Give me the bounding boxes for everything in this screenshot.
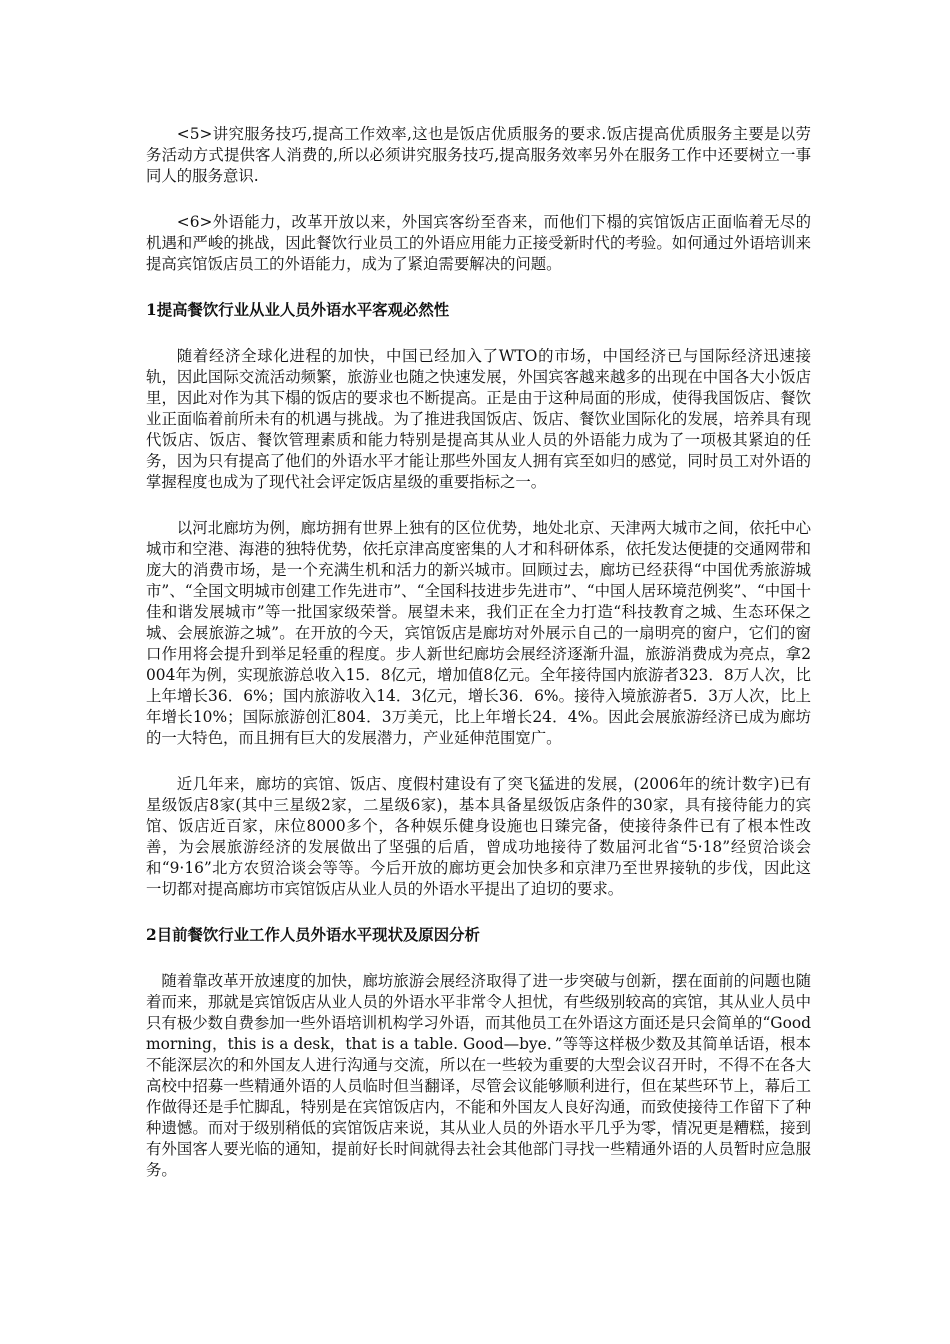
spacer: [146, 946, 811, 971]
spacer: [146, 749, 811, 774]
paragraph-langfang-example: 以河北廊坊为例，廊坊拥有世界上独有的区位优势，地处北京、天津两大城市之间，依托中心城市和空港、海港的独特优势，依托京津高度密集的人才和科研体系，依托发达便捷的交通网带和庞大的消费市场，是一个充满生机和活力的新兴城市。回顾过去，廊坊已经获得“中国优秀旅游城市”、“全国文明城市创建工作先进市”、“全国科技进步先进市”、“中国人居环境范例奖”、“中国十佳和谐发展城市”等一批国家级荣誉。展望未来，我们正在全力打造“科技教育之城、生态环保之城、会展旅游之城”。在开放的今天，宾馆饭店是廊坊对外展示自己的一扇明亮的窗户，它们的窗口作用将会提升到举足轻重的程度。步人新世纪廊坊会展经济逐渐升温，旅游消费成为亮点，拿2004年为例，实现旅游总收入15．8亿元，增加值8亿元。全年接待国内旅游者323．8万人次，比上年增长36．6%；国内旅游收入14．3亿元，增长36．6%。接待入境旅游者5．3万人次，比上年增长10%；国际旅游创汇804．3万美元，比上年增长24．4%。因此会展旅游经济已成为廊坊的一大特色，而且拥有巨大的发展潜力，产业延伸范围宽广。: [146, 519, 811, 747]
document-page: [146, 124, 811, 1181]
spacer: [146, 493, 811, 518]
section-heading-1: 1提高餐饮行业从业人员外语水平客观必然性: [146, 301, 450, 319]
spacer: [146, 187, 811, 212]
paragraph-hotel-development: 近几年来，廊坊的宾馆、饭店、度假村建设有了突飞猛进的发展，(2006年的统计数字)已有星级饭店8家(其中三星级2家，二星级6家)，基本具备星级饭店条件的30家，具有接待能力的宾馆、饭店近百家，床位8000多个，各种娱乐健身设施也日臻完备，使接待条件已有了根本性改善，为会展旅游经济的发展做出了坚强的后盾，曾成功地接待了数届河北省“5·18”经贸洽谈会和“9·16”北方农贸洽谈会等等。今后开放的廊坊更会加快多和京津乃至世界接轨的步伐，因此这一切都对提高廊坊市宾馆饭店从业人员的外语水平提出了迫切的要求。: [146, 775, 811, 898]
paragraph-language-ability: <6>外语能力，改革开放以来，外国宾客纷至沓来，而他们下榻的宾馆饭店正面临着无尽的机遇和严峻的挑战，因此餐饮行业员工的外语应用能力正接受新时代的考验。如何通过外语培训来提高宾馆饭店员工的外语能力，成为了紧迫需要解决的问题。: [146, 213, 811, 273]
section-heading-2: 2目前餐饮行业工作人员外语水平现状及原因分析: [146, 926, 480, 944]
spacer: [146, 275, 811, 300]
paragraph-current-status: 随着靠改革开放速度的加快，廊坊旅游会展经济取得了进一步突破与创新，摆在面前的问题也随着而来，那就是宾馆饭店从业人员的外语水平非常令人担忧，有些级别较高的宾馆，其从业人员中只有极少数自费参加一些外语培训机构学习外语，而其他员工在外语这方面还是只会简单的“Good morning，this is a desk，that is a table. Good—bye．”等等这样极少数及其简单话语，根本不能深层次的和外国友人进行沟通与交流，所以在一些较为重要的大型会议召开时，不得不在各大高校中招募一些精通外语的人员临时但当翻译，尽管会议能够顺利进行，但在某些环节上，幕后工作做得还是手忙脚乱，特别是在宾馆饭店内，不能和外国友人良好沟通，而致使接待工作留下了种种遗憾。而对于级别稍低的宾馆饭店来说，其从业人员的外语水平几乎为零，情况更是糟糕，接到有外国客人要光临的通知，提前好长时间就得去社会其他部门寻找一些精通外语的人员暂时应急服务。: [146, 972, 811, 1179]
spacer: [146, 900, 811, 925]
paragraph-service-skills: <5>讲究服务技巧,提高工作效率,这也是饭店优质服务的要求.饭店提高优质服务主要是以劳务活动方式提供客人消费的,所以必须讲究服务技巧,提高服务效率另外在服务工作中还要树立一事同人的服务意识.: [146, 125, 811, 185]
paragraph-globalization: 随着经济全球化进程的加快，中国已经加入了WTO的市场，中国经济已与国际经济迅速接轨，因此国际交流活动频繁，旅游业也随之快速发展，外国宾客越来越多的出现在中国各大小饭店里，因此对作为其下榻的饭店的要求也不断提高。正是由于这种局面的形成，使得我国饭店、餐饮业正面临着前所未有的机遇与挑战。为了推进我国饭店、饭店、餐饮业国际化的发展，培养具有现代饭店、饭店、餐饮管理素质和能力特别是提高其从业人员的外语能力成为了一项极其紧迫的任务，因为只有提高了他们的外语水平才能让那些外国友人拥有宾至如归的感觉，同时员工对外语的掌握程度也成为了现代社会评定饭店星级的重要指标之一。: [146, 347, 811, 491]
spacer: [146, 321, 811, 346]
